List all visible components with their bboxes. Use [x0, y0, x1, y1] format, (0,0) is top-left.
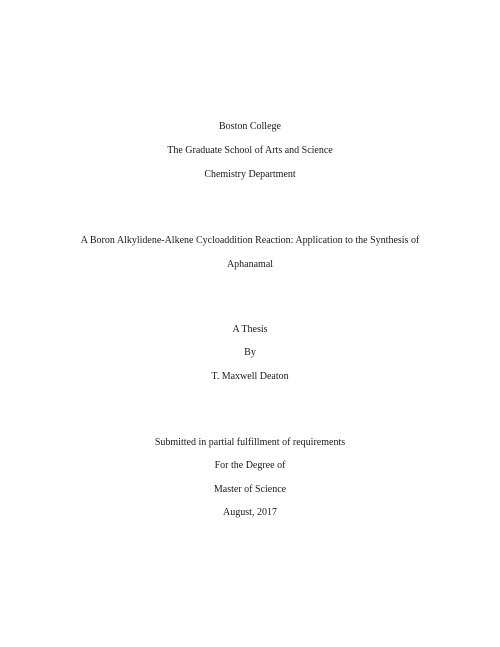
thesis-title-line-2: Aphanamal	[226, 259, 274, 270]
submission-statement: Submitted in partial fulfillment of requirements	[154, 437, 346, 448]
graduate-school: The Graduate School of Arts and Science	[167, 145, 333, 156]
degree-name: Master of Science	[213, 484, 287, 495]
institution-name: Boston College	[219, 121, 281, 132]
by-label: By	[244, 347, 256, 358]
degree-label: For the Degree of	[214, 460, 286, 471]
submission-date: August, 2017	[223, 507, 277, 518]
author-name: T. Maxwell Deaton	[211, 371, 289, 382]
department: Chemistry Department	[204, 169, 296, 180]
document-type: A Thesis	[232, 324, 268, 335]
thesis-title-line-1: A Boron Alkylidene-Alkene Cycloaddition Reaction: Application to the Synthesis of	[80, 235, 420, 246]
